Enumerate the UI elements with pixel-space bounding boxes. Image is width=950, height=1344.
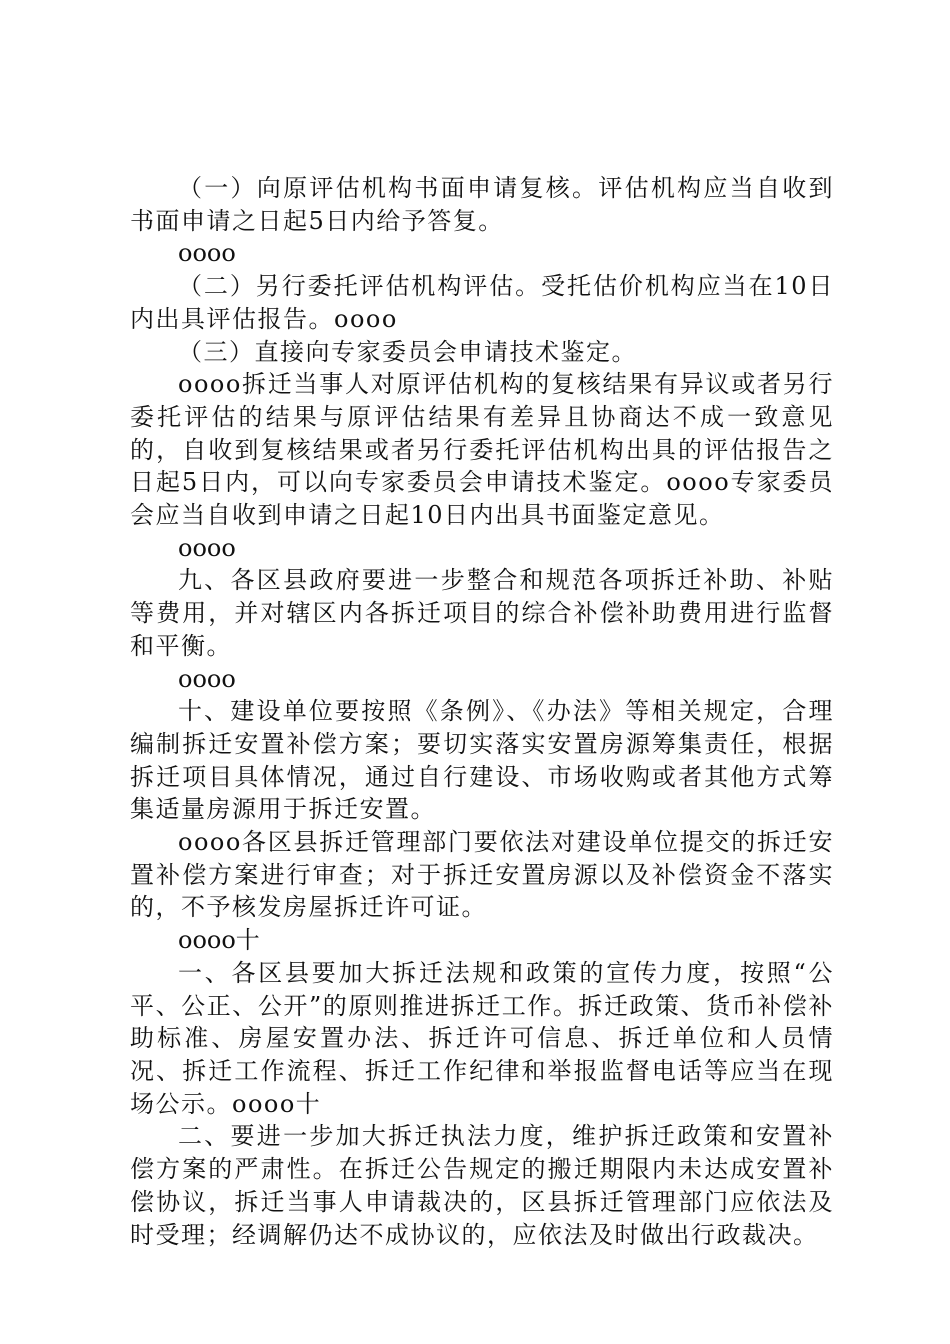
paragraph-marker: oooo — [178, 664, 236, 693]
paragraph-marker: oooo — [178, 533, 236, 562]
paragraph-item-twelve: 二、要进一步加大拆迁执法力度，维护拆迁政策和安置补偿方案的严肃性。在拆迁公告规定的搬迁期限内未达成安置补偿协议，拆迁当事人申请裁决的，区县拆迁管理部门应依法及时受理；经调解仍达不成协议的，应依法及时做出行政裁决。 — [130, 1122, 834, 1249]
paragraph-review-request: （一）向原评估机构书面申请复核。评估机构应当自收到书面申请之日起5日内给予答复。 — [130, 174, 834, 235]
paragraph-item-nine: 九、各区县政府要进一步整合和规范各项拆迁补助、补贴等费用，并对辖区内各拆迁项目的综合补偿补助费用进行监督和平衡。 — [130, 566, 834, 660]
document-body — [130, 172, 834, 1251]
paragraph-item-ten: 十、建设单位要按照《条例》、《办法》等相关规定，合理编制拆迁安置补偿方案；要切实落实安置房源筹集责任，根据拆迁项目具体情况，通过自行建设、市场收购或者其他方式筹集适量房源用于拆迁安置。 — [130, 697, 834, 824]
paragraph-plan-review: oooo各区县拆迁管理部门要依法对建设单位提交的拆迁安置补偿方案进行审查；对于拆迁安置房源以及补偿资金不落实的，不予核发房屋拆迁许可证。 — [130, 828, 834, 922]
paragraph-item-eleven: 一、各区县要加大拆迁法规和政策的宣传力度，按照“公平、公正、公开”的原则推进拆迁工作。拆迁政策、货币补偿补助标准、房屋安置办法、拆迁许可信息、拆迁单位和人员情况、拆迁工作流程、拆迁工作纪律和举报监督电话等应当在现场公示。oooo十 — [130, 958, 834, 1118]
paragraph-expert-appraisal: （三）直接向专家委员会申请技术鉴定。 — [178, 337, 637, 366]
paragraph-entrust-evaluation: （二）另行委托评估机构评估。受托估价机构应当在10日内出具评估报告。oooo — [130, 272, 834, 333]
paragraph-dispute-appraisal: oooo拆迁当事人对原评估机构的复核结果有异议或者另行委托评估的结果与原评估结果有差异且协商达不成一致意见的，自收到复核结果或者另行委托评估机构出具的评估报告之日起5日内，可以向专家委员会申请技术鉴定。oooo专家委员会应当自收到申请之日起10日内出具书面鉴定意见。 — [130, 370, 834, 530]
paragraph-marker: oooo十 — [178, 926, 260, 955]
paragraph-marker: oooo — [178, 239, 236, 268]
